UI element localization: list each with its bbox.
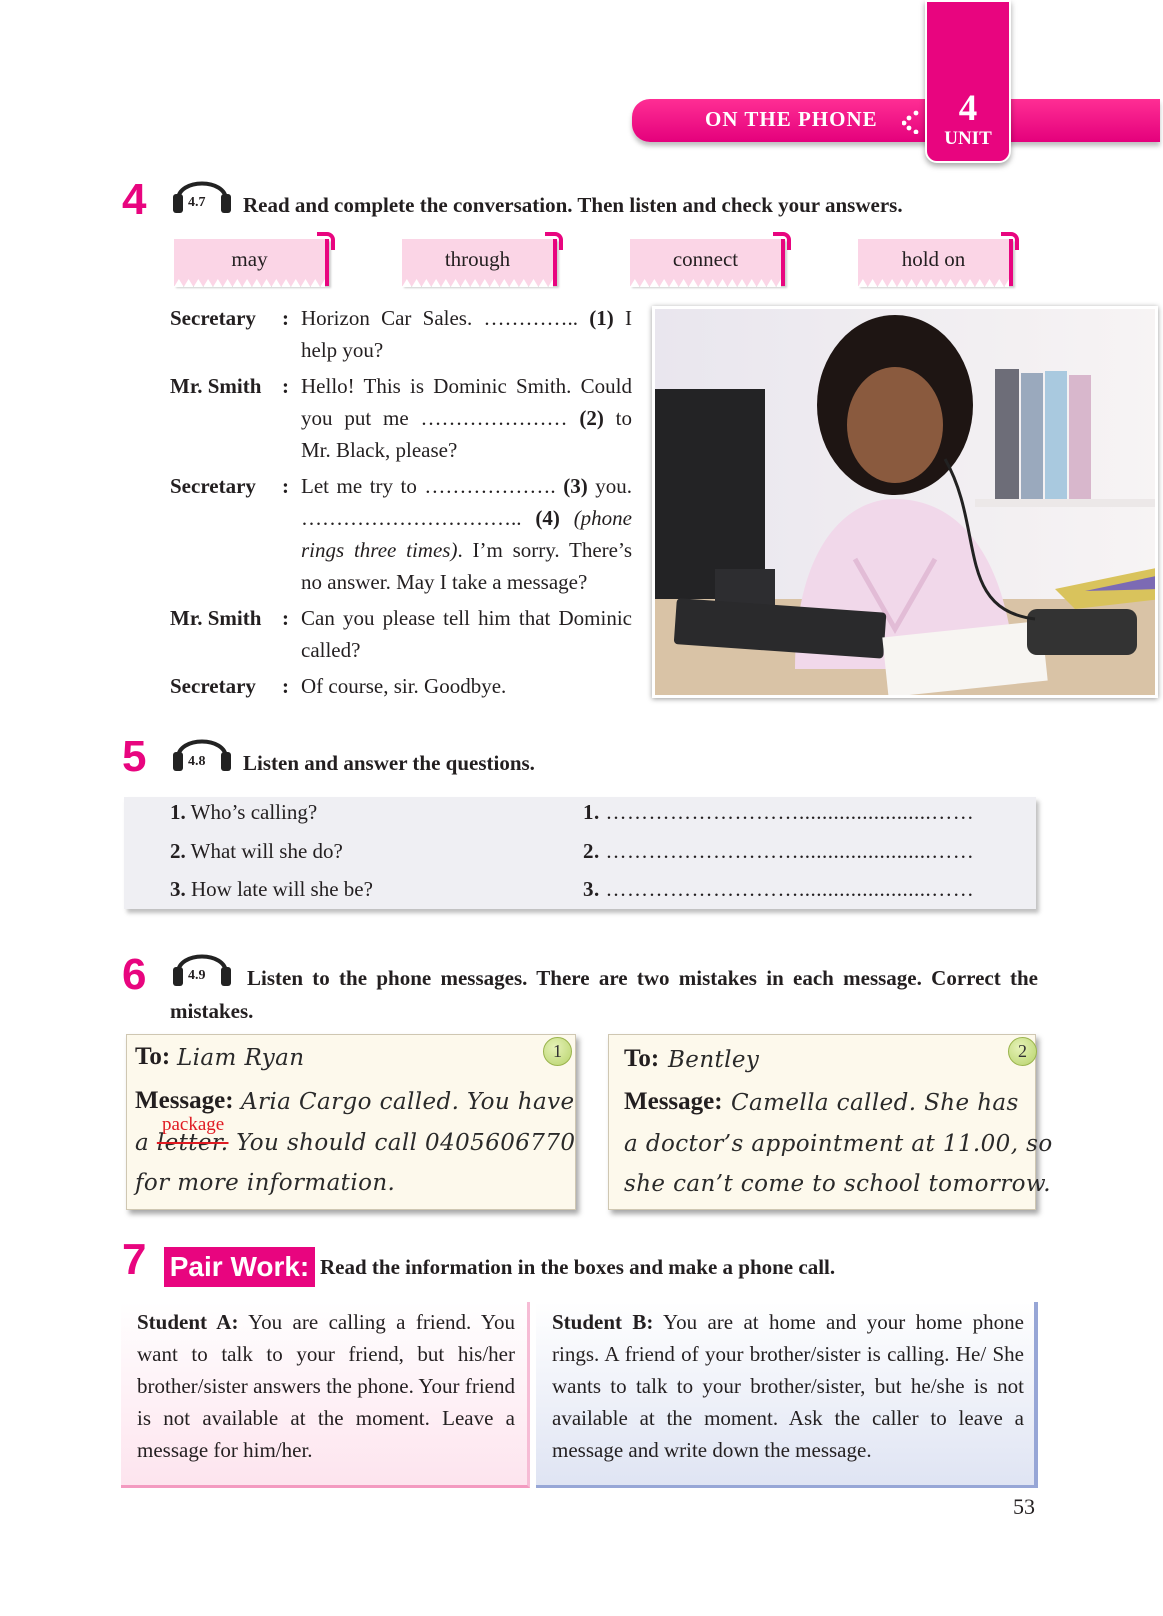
- dialogue-text: Let me try to ………………. (3) you. ………………………….. (4) (phone rings three times). I’m sorry. There’s no answer. May I take a message?: [301, 474, 633, 594]
- recipient-name: Bentley: [668, 1047, 760, 1073]
- dialogue-text: Can you please tell him that Dominic called?: [301, 606, 632, 662]
- message-label: Message:: [135, 1087, 234, 1114]
- student-b-text: [552, 1306, 1024, 1466]
- pair-work-label: Pair Work:: [164, 1247, 315, 1287]
- answer-blank[interactable]: ……………………….......................……: [605, 800, 975, 824]
- question-number: 1.: [170, 800, 186, 824]
- answer-line[interactable]: [583, 800, 974, 825]
- question-text: What will she do?: [190, 839, 343, 863]
- message-word: a: [135, 1130, 150, 1156]
- dialogue-text: Horizon Car Sales. ………….. (1) I help you?: [301, 306, 632, 362]
- question-number: 2.: [170, 839, 186, 863]
- message-word: You should call 0405606770: [236, 1130, 576, 1156]
- exercise-6-number: 6: [122, 950, 147, 999]
- student-b-label: Student B:: [552, 1310, 654, 1334]
- track-number-4-7: 4.7: [188, 195, 206, 210]
- word-box-through: [402, 239, 557, 286]
- answer-line[interactable]: [583, 839, 974, 864]
- exercise-5-number: 5: [122, 732, 147, 781]
- unit-label: UNIT: [944, 128, 992, 149]
- speaker: Secretary: [170, 306, 256, 330]
- speaker: Mr. Smith: [170, 606, 262, 630]
- section-title: ON THE PHONE: [705, 107, 878, 131]
- recipient-name: Liam Ryan: [177, 1045, 305, 1071]
- struck-word: letter.: [156, 1130, 229, 1156]
- question-row: [170, 800, 317, 825]
- exercise-7-number: 7: [122, 1235, 147, 1284]
- zigzag-edge: [402, 279, 553, 287]
- answer-line[interactable]: [583, 877, 974, 902]
- colon: :: [282, 606, 289, 630]
- office-photo: [652, 306, 1158, 698]
- question-text: Who’s calling?: [190, 800, 318, 824]
- card-number-badge: 1: [543, 1037, 572, 1066]
- speaker: Mr. Smith: [170, 374, 262, 398]
- speaker: Secretary: [170, 674, 256, 698]
- to-label: To:: [624, 1045, 660, 1072]
- track-number-4-8: 4.8: [188, 754, 206, 769]
- dots-icon: [902, 110, 922, 134]
- exercise-5-instruction: Listen and answer the questions.: [243, 751, 535, 775]
- unit-number: 4: [958, 88, 978, 129]
- answer-blank[interactable]: ……………………….......................……: [605, 877, 975, 901]
- answer-number: 3.: [583, 877, 600, 901]
- message-line: for more information.: [135, 1170, 396, 1196]
- dialogue-text: Hello! This is Dominic Smith. Could you put me ………………… (2) to Mr. Black, please?: [301, 374, 632, 462]
- student-a-instructions: You are calling a friend. You want to talk to your friend, but his/her brother/sister answers the phone. Your friend is not available at the moment. Leave a message for him/her.: [137, 1310, 515, 1462]
- dialogue-text: Of course, sir. Goodbye.: [301, 674, 507, 698]
- page-number: 53: [1013, 1494, 1035, 1519]
- colon: :: [282, 306, 289, 330]
- word-label: may: [231, 247, 268, 271]
- answer-number: 2.: [583, 839, 600, 863]
- colon: :: [282, 474, 289, 498]
- zigzag-edge: [174, 279, 325, 287]
- question-row: [170, 877, 373, 902]
- track-number-4-9: 4.9: [188, 968, 206, 983]
- word-label: through: [444, 247, 511, 271]
- answer-blank[interactable]: ……………………….......................……: [605, 839, 975, 863]
- message-line: Aria Cargo called. You have: [241, 1089, 575, 1115]
- message-line: a doctor’s appointment at 11.00, so: [624, 1131, 1053, 1157]
- question-row: [170, 839, 343, 864]
- message-line: Camella called. She has: [731, 1090, 1019, 1116]
- zigzag-edge: [858, 279, 1009, 287]
- message-label: Message:: [624, 1088, 723, 1115]
- answer-number: 1.: [583, 800, 600, 824]
- exercise-7-instruction: Read the information in the boxes and make a phone call.: [320, 1255, 836, 1279]
- speaker: Secretary: [170, 474, 256, 498]
- question-number: 3.: [170, 877, 186, 901]
- question-text: How late will she be?: [191, 877, 373, 901]
- to-label: To:: [135, 1043, 171, 1070]
- word-box-connect: [630, 239, 785, 286]
- exercise-6-instruction: Listen to the phone messages. There are two mistakes in each message. Correct the mistakes.: [170, 966, 1038, 1023]
- word-label: hold on: [901, 247, 966, 271]
- message-line: she can’t come to school tomorrow.: [624, 1171, 1051, 1197]
- student-b-instructions: You are at home and your home phone rings. A friend of your brother/sister is calling. He/ She wants to talk to your brother/sister, but he/she is not available at the moment. Ask the caller to leave a message and write down the message.: [552, 1310, 1024, 1462]
- student-a-label: Student A:: [137, 1310, 239, 1334]
- exercise-4-number: 4: [122, 175, 147, 224]
- card-number-badge: 2: [1008, 1037, 1037, 1066]
- word-box-hold-on: [858, 239, 1013, 286]
- colon: :: [282, 374, 289, 398]
- correction-note: package: [162, 1114, 225, 1135]
- message-line: [135, 1130, 575, 1156]
- zigzag-edge: [630, 279, 781, 287]
- colon: :: [282, 674, 289, 698]
- student-a-text: [137, 1306, 515, 1466]
- exercise-4-instruction: Read and complete the conversation. Then listen and check your answers.: [243, 193, 903, 217]
- word-label: connect: [672, 247, 739, 271]
- word-box-may: [174, 239, 329, 286]
